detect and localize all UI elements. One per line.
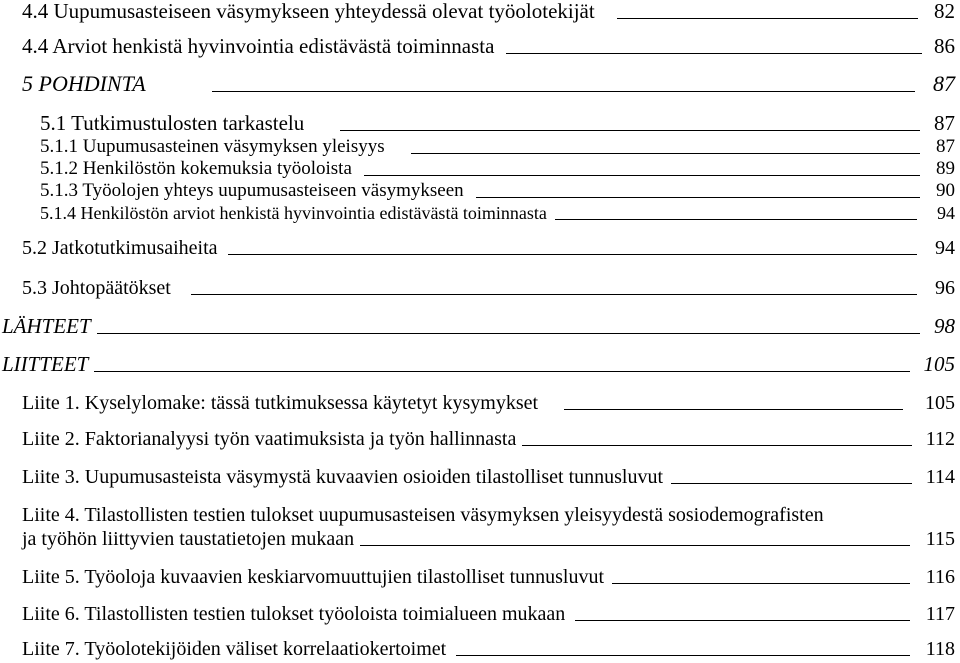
- toc-entry[interactable]: [0, 528, 960, 550]
- toc-page-number: 96: [935, 277, 955, 299]
- toc-page-number: 82: [934, 0, 955, 23]
- toc-entry-title: Liite 5. Työoloja kuvaavien keskiarvomuuttujien tilastolliset tunnusluvut: [22, 566, 605, 588]
- toc-entry-title: 5.1.4 Henkilöstön arviot henkistä hyvinvointia edistävästä toiminnasta: [40, 203, 547, 223]
- toc-leader: [555, 219, 917, 220]
- toc-entry[interactable]: [0, 392, 960, 414]
- toc-entry-title: Liite 3. Uupumusasteista väsymystä kuvaavien osioiden tilastolliset tunnusluvut: [22, 466, 664, 488]
- toc-leader: [97, 333, 920, 334]
- toc-leader: [671, 483, 912, 484]
- toc-leader: [360, 545, 910, 546]
- toc-leader: [212, 91, 915, 92]
- toc-leader: [617, 18, 918, 19]
- toc-entry-line1[interactable]: Liite 4. Tilastollisten testien tulokset uupumusasteisen väsymyksen yleisyydestä sosiodemografisten: [22, 504, 824, 526]
- toc-page-number: 87: [934, 111, 955, 135]
- toc-entry-title: 5.2 Jatkotutkimusaiheita: [22, 237, 218, 259]
- toc-leader: [476, 197, 920, 198]
- toc-page-number: 112: [925, 428, 955, 450]
- toc-entry-title: 5.1.1 Uupumusasteinen väsymyksen yleisyys: [40, 136, 385, 157]
- toc-entry-title: ja työhön liittyvien taustatietojen mukaan: [22, 528, 355, 550]
- toc-entry-title: 5.1 Tutkimustulosten tarkastelu: [40, 111, 305, 135]
- toc-page-number: 87: [936, 136, 955, 157]
- toc-leader: [456, 655, 910, 656]
- toc-entry[interactable]: [0, 72, 960, 96]
- toc-page-number: 89: [936, 158, 955, 179]
- toc-entry-title: LÄHTEET: [2, 314, 91, 338]
- toc-entry[interactable]: [0, 466, 960, 488]
- toc-entry[interactable]: [0, 35, 960, 58]
- toc-entry-title: LIITTEET: [2, 352, 89, 376]
- toc-page-number: 118: [925, 638, 955, 660]
- toc-leader: [522, 445, 911, 446]
- toc-page-number: 86: [934, 34, 955, 58]
- toc-entry-title: Liite 1. Kyselylomake: tässä tutkimuksessa käytetyt kysymykset: [22, 392, 539, 414]
- toc-leader: [612, 583, 910, 584]
- toc-entry-title: 5 POHDINTA: [22, 71, 146, 96]
- toc-leader: [411, 153, 920, 154]
- toc-entry[interactable]: [0, 428, 960, 450]
- toc-page-number: 114: [925, 466, 955, 488]
- toc-entry[interactable]: [0, 181, 960, 202]
- toc-leader: [94, 371, 909, 372]
- toc-entry[interactable]: [0, 566, 960, 588]
- toc-leader: [228, 254, 917, 255]
- toc-entry[interactable]: [0, 315, 960, 338]
- toc-leader: [364, 175, 920, 176]
- toc-entry[interactable]: [0, 204, 960, 224]
- toc-entry[interactable]: [0, 159, 960, 180]
- toc-entry[interactable]: [0, 353, 960, 376]
- toc-entry-title: 4.4 Arviot henkistä hyvinvointia edistävästä toiminnasta: [22, 34, 495, 58]
- toc-page-number: 94: [937, 203, 955, 223]
- toc-page-number: 98: [934, 314, 955, 338]
- toc-page-number: 117: [925, 603, 955, 625]
- toc-entry[interactable]: [0, 277, 960, 299]
- toc-page-number: 87: [933, 71, 955, 96]
- toc-page-number: 105: [923, 352, 955, 376]
- toc-leader: [506, 53, 922, 54]
- toc-page-number: 115: [925, 528, 955, 550]
- toc-leader: [191, 294, 917, 295]
- toc-entry-title: Liite 6. Tilastollisten testien tulokset työoloista toimialueen mukaan: [22, 603, 566, 625]
- toc-entry-title: 5.1.3 Työolojen yhteys uupumusasteiseen väsymykseen: [40, 180, 464, 201]
- toc-entry[interactable]: [0, 237, 960, 259]
- toc-page-number: 105: [925, 392, 955, 414]
- toc-entry-title: 4.4 Uupumusasteiseen väsymykseen yhteydessä olevat työolotekijät: [22, 0, 595, 23]
- toc-leader: [575, 620, 909, 621]
- toc-entry-title: 5.1.2 Henkilöstön kokemuksia työoloista: [40, 158, 352, 179]
- toc-leader: [340, 130, 920, 131]
- toc-entry[interactable]: [0, 603, 960, 625]
- toc-page-number: 116: [925, 566, 955, 588]
- toc-entry-title: Liite 2. Faktorianalyysi työn vaatimuksista ja työn hallinnasta: [22, 428, 517, 450]
- toc-entry[interactable]: [0, 0, 960, 23]
- toc-entry-title: 5.3 Johtopäätökset: [22, 277, 171, 299]
- toc-entry[interactable]: [0, 112, 960, 135]
- toc-entry[interactable]: [0, 137, 960, 158]
- toc-leader: [564, 409, 903, 410]
- toc-page-number: 94: [935, 237, 955, 259]
- toc-entry[interactable]: [0, 638, 960, 660]
- toc-entry-title: Liite 7. Työolotekijöiden väliset korrelaatiokertoimet: [22, 638, 447, 660]
- toc-page-number: 90: [936, 180, 955, 201]
